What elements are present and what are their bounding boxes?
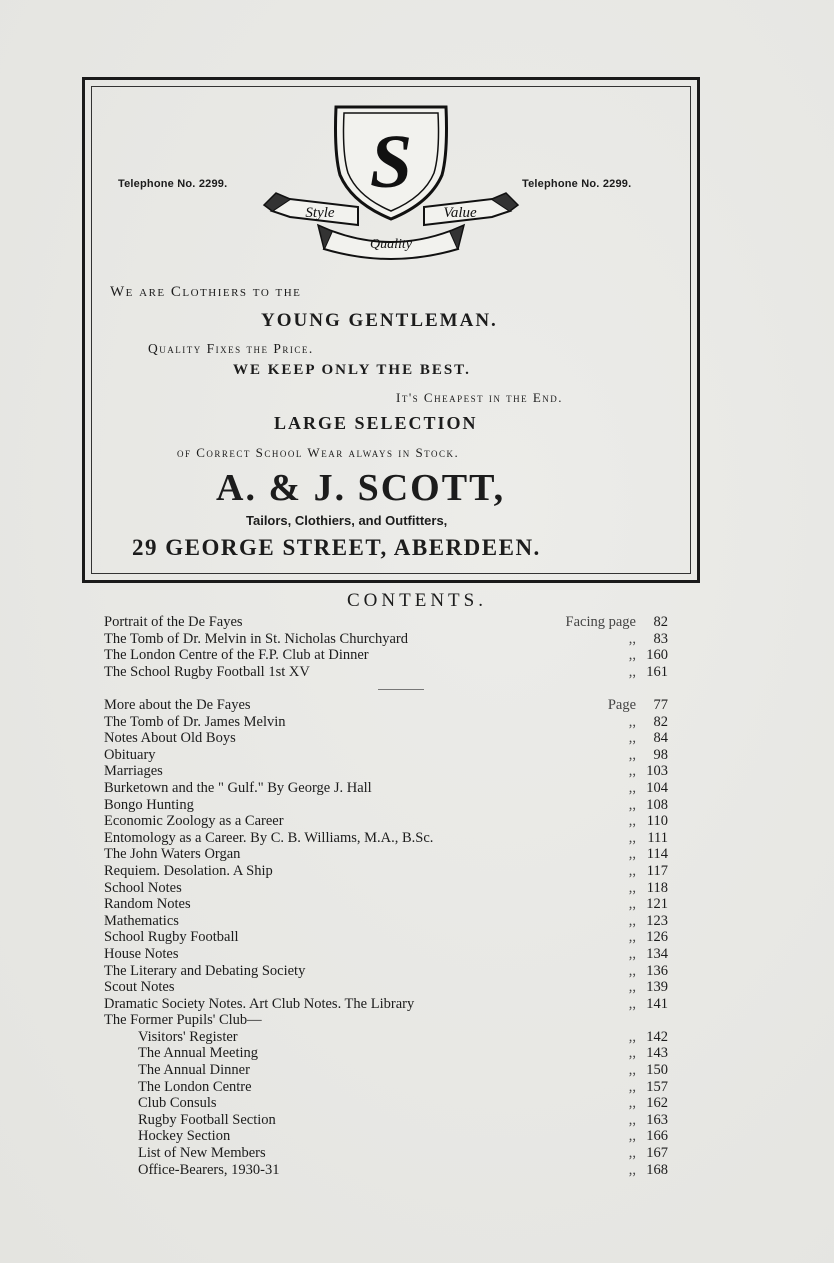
contents-entry-page-label: ,, xyxy=(628,896,636,913)
contents-entry-title: House Notes xyxy=(104,945,179,962)
contents-entry-page-number: 82 xyxy=(653,614,668,630)
contents-entry-page-number: 161 xyxy=(646,663,668,680)
contents-entry-page-number: 139 xyxy=(646,979,668,996)
contents-entry-title: Office-Bearers, 1930-31 xyxy=(138,1161,280,1178)
contents-entry-page-number: 114 xyxy=(646,846,668,863)
contents-entry-page-label: ,, xyxy=(628,929,636,946)
contents-entry-title: The Literary and Debating Society xyxy=(104,962,306,979)
contents-entry xyxy=(104,1029,668,1046)
advert-line-keep-best: WE KEEP ONLY THE BEST. xyxy=(233,362,471,378)
contents-entry-page-number: 143 xyxy=(646,1045,668,1062)
advert-line-quality: Quality Fixes the Price. xyxy=(148,341,314,356)
contents-entry-title: Rugby Football Section xyxy=(138,1111,276,1128)
contents-entry xyxy=(104,946,668,963)
contents-entry-title: List of New Members xyxy=(138,1145,266,1162)
contents-entry-title: The Tomb of Dr. James Melvin xyxy=(104,713,286,730)
contents-entry-page-number: 110 xyxy=(646,813,668,830)
contents-entry-page-label: ,, xyxy=(628,630,636,647)
company-address: 29 GEORGE STREET, ABERDEEN. xyxy=(132,535,541,560)
contents-entry-page-label: ,, xyxy=(628,879,636,896)
contents-entry-page-number: 160 xyxy=(646,647,668,664)
contents-entry xyxy=(104,929,668,946)
contents-entry-page-label: ,, xyxy=(628,945,636,962)
contents-entry-page-number: 157 xyxy=(646,1078,668,1095)
contents-entry-page-number: 168 xyxy=(646,1161,668,1178)
contents-entry-page-label: ,, xyxy=(628,1045,636,1062)
contents-entry-page-label: ,, xyxy=(628,779,636,796)
contents-entry-page-label: ,, xyxy=(628,746,636,763)
contents-entry-title: Hockey Section xyxy=(138,1128,231,1145)
contents-entry-title: Visitors' Register xyxy=(138,1028,238,1045)
contents-entry xyxy=(104,1045,668,1062)
contents-entry-title: Marriages xyxy=(104,763,163,780)
contents-entry-title: Random Notes xyxy=(104,896,191,913)
contents-entry-page-number: 84 xyxy=(653,730,668,747)
contents-entry-title: The John Waters Organ xyxy=(104,846,241,863)
contents-entry-page-label: Facing page xyxy=(565,614,636,630)
contents-entry-page-number: 126 xyxy=(646,929,668,946)
contents-entry xyxy=(104,813,668,830)
contents-entry xyxy=(104,697,668,714)
contents-entry-page-label: ,, xyxy=(628,647,636,664)
contents-entry-page-number: 162 xyxy=(646,1095,668,1112)
contents-entry-title: School Notes xyxy=(104,879,182,896)
contents-entry-title: Bongo Hunting xyxy=(104,796,194,813)
contents-entry-page-label: ,, xyxy=(628,912,636,929)
contents-entry-title: The Annual Meeting xyxy=(138,1045,259,1062)
contents-entry xyxy=(104,730,668,747)
contents-entry xyxy=(104,664,668,681)
contents-entry xyxy=(104,780,668,797)
contents-entry-page-number: 123 xyxy=(646,912,668,929)
contents-entry-page-number: 111 xyxy=(647,829,668,846)
contents-entry-title: Burketown and the " Gulf." By George J. Hall xyxy=(104,779,372,796)
contents-entry-title: Mathematics xyxy=(104,912,179,929)
contents-entry xyxy=(104,863,668,880)
contents-entry-page-number: 108 xyxy=(646,796,668,813)
contents-entry xyxy=(104,1128,668,1145)
contents-entry xyxy=(104,714,668,731)
contents-entry-title: Entomology as a Career. By C. B. Williams, M.A., B.Sc. xyxy=(104,829,434,846)
contents-entry xyxy=(104,797,668,814)
contents-entry-page-number: 117 xyxy=(646,862,668,879)
contents-entry-page-number: 166 xyxy=(646,1128,668,1145)
contents-entry-title: Club Consuls xyxy=(138,1095,217,1112)
contents-entry-title: The Former Pupils' Club— xyxy=(104,1012,262,1029)
contents-entry-page-label: ,, xyxy=(628,862,636,879)
contents-entry-page-label: ,, xyxy=(628,829,636,846)
contents-entry-page-number: 136 xyxy=(646,962,668,979)
contents-entry-page-number: 104 xyxy=(646,779,668,796)
contents-entry-page-label: ,, xyxy=(628,796,636,813)
contents-entry-title: Economic Zoology as a Career xyxy=(104,813,284,830)
contents-entry-page-label: ,, xyxy=(628,1028,636,1045)
contents-entry-page-number: 82 xyxy=(653,713,668,730)
contents-entry-title: Portrait of the De Fayes xyxy=(104,614,243,630)
contents-entry xyxy=(104,830,668,847)
contents-entry-title: Notes About Old Boys xyxy=(104,730,236,747)
contents-entry-page-label: ,, xyxy=(628,763,636,780)
contents-entry xyxy=(104,880,668,897)
contents-entry-page-number: 134 xyxy=(646,945,668,962)
contents-entry-page-number: 103 xyxy=(646,763,668,780)
contents-entry-page-label: ,, xyxy=(628,813,636,830)
contents-entry xyxy=(104,979,668,996)
contents-entry-page-number: 167 xyxy=(646,1145,668,1162)
advert-line-young-gentleman: YOUNG GENTLEMAN. xyxy=(261,310,498,331)
contents-entry-page-number: 121 xyxy=(646,896,668,913)
contents-entry xyxy=(104,846,668,863)
crest-letter: S xyxy=(369,120,413,204)
contents-entry-page-number: 118 xyxy=(646,879,668,896)
contents-entry-title: The London Centre of the F.P. Club at Dinner xyxy=(104,647,369,664)
company-trade: Tailors, Clothiers, and Outfitters, xyxy=(246,513,448,528)
contents-entry xyxy=(104,996,668,1013)
advert-line-clothiers: We are Clothiers to the xyxy=(110,284,302,300)
contents-entry xyxy=(104,1112,668,1129)
contents-entry-page-number: 142 xyxy=(646,1028,668,1045)
telephone-left: Telephone No. 2299. xyxy=(118,178,228,190)
contents-entry-page-label: ,, xyxy=(628,1078,636,1095)
contents-entry-title: Obituary xyxy=(104,746,156,763)
contents-entry-page-label: ,, xyxy=(628,730,636,747)
crest-logo xyxy=(262,103,520,263)
contents-entry xyxy=(104,614,668,631)
contents-entry-page-label: ,, xyxy=(628,1145,636,1162)
contents-entry-page-number: 98 xyxy=(653,746,668,763)
contents-entry-title: The School Rugby Football 1st XV xyxy=(104,663,310,680)
ribbon-value: Value xyxy=(443,205,477,221)
contents-articles-list xyxy=(104,697,668,1178)
contents-entry xyxy=(104,913,668,930)
contents-entry-page-label: ,, xyxy=(628,962,636,979)
telephone-right: Telephone No. 2299. xyxy=(522,178,632,190)
contents-entry-title: More about the De Fayes xyxy=(104,697,251,713)
contents-entry xyxy=(104,1162,668,1179)
contents-entry-title: The Tomb of Dr. Melvin in St. Nicholas Churchyard xyxy=(104,630,408,647)
contents-entry-page-label: ,, xyxy=(628,979,636,996)
contents-entry xyxy=(104,1062,668,1079)
ribbon-style: Style xyxy=(305,205,335,221)
contents-entry-page-number: 141 xyxy=(646,995,668,1012)
contents-entry-page-label: Page xyxy=(607,697,636,713)
contents-entry-title: Requiem. Desolation. A Ship xyxy=(104,862,273,879)
contents-divider xyxy=(378,689,424,690)
contents-entry-page-label: ,, xyxy=(628,713,636,730)
contents-plates-list xyxy=(104,614,668,680)
contents-entry xyxy=(104,1145,668,1162)
contents-entry-title: Scout Notes xyxy=(104,979,175,996)
contents-entry-page-label: ,, xyxy=(628,846,636,863)
contents-entry-page-label: ,, xyxy=(628,1062,636,1079)
contents-entry xyxy=(104,1079,668,1096)
contents-entry-title: The Annual Dinner xyxy=(138,1062,250,1079)
contents-entry-title: Dramatic Society Notes. Art Club Notes. The Library xyxy=(104,995,415,1012)
contents-entry-page-label: ,, xyxy=(628,1095,636,1112)
contents-entry-page-number: 83 xyxy=(653,630,668,647)
contents-entry-page-number: 77 xyxy=(653,697,668,713)
advert-line-large-selection: LARGE SELECTION xyxy=(274,413,478,433)
contents-title: CONTENTS. xyxy=(347,590,487,611)
contents-entry-title: The London Centre xyxy=(138,1078,252,1095)
contents-entry xyxy=(104,631,668,648)
contents-entry-page-label: ,, xyxy=(628,663,636,680)
contents-entry xyxy=(104,647,668,664)
contents-entry xyxy=(104,963,668,980)
contents-entry-page-label: ,, xyxy=(628,1161,636,1178)
contents-entry-title: School Rugby Football xyxy=(104,929,239,946)
company-name: A. & J. SCOTT, xyxy=(216,467,506,509)
ribbon-quality: Quality xyxy=(370,237,412,252)
contents-entry-page-number: 150 xyxy=(646,1062,668,1079)
contents-entry-page-label: ,, xyxy=(628,1111,636,1128)
contents-entry-page-label: ,, xyxy=(628,1128,636,1145)
advert-line-school-wear: of Correct School Wear always in Stock. xyxy=(177,445,460,460)
contents-entry xyxy=(104,1095,668,1112)
contents-entry xyxy=(104,896,668,913)
advert-line-cheapest: It's Cheapest in the End. xyxy=(396,390,564,405)
contents-entry xyxy=(104,747,668,764)
contents-entry xyxy=(104,1012,668,1029)
contents-entry-page-label: ,, xyxy=(628,995,636,1012)
contents-entry-page-number: 163 xyxy=(646,1111,668,1128)
contents-entry xyxy=(104,763,668,780)
